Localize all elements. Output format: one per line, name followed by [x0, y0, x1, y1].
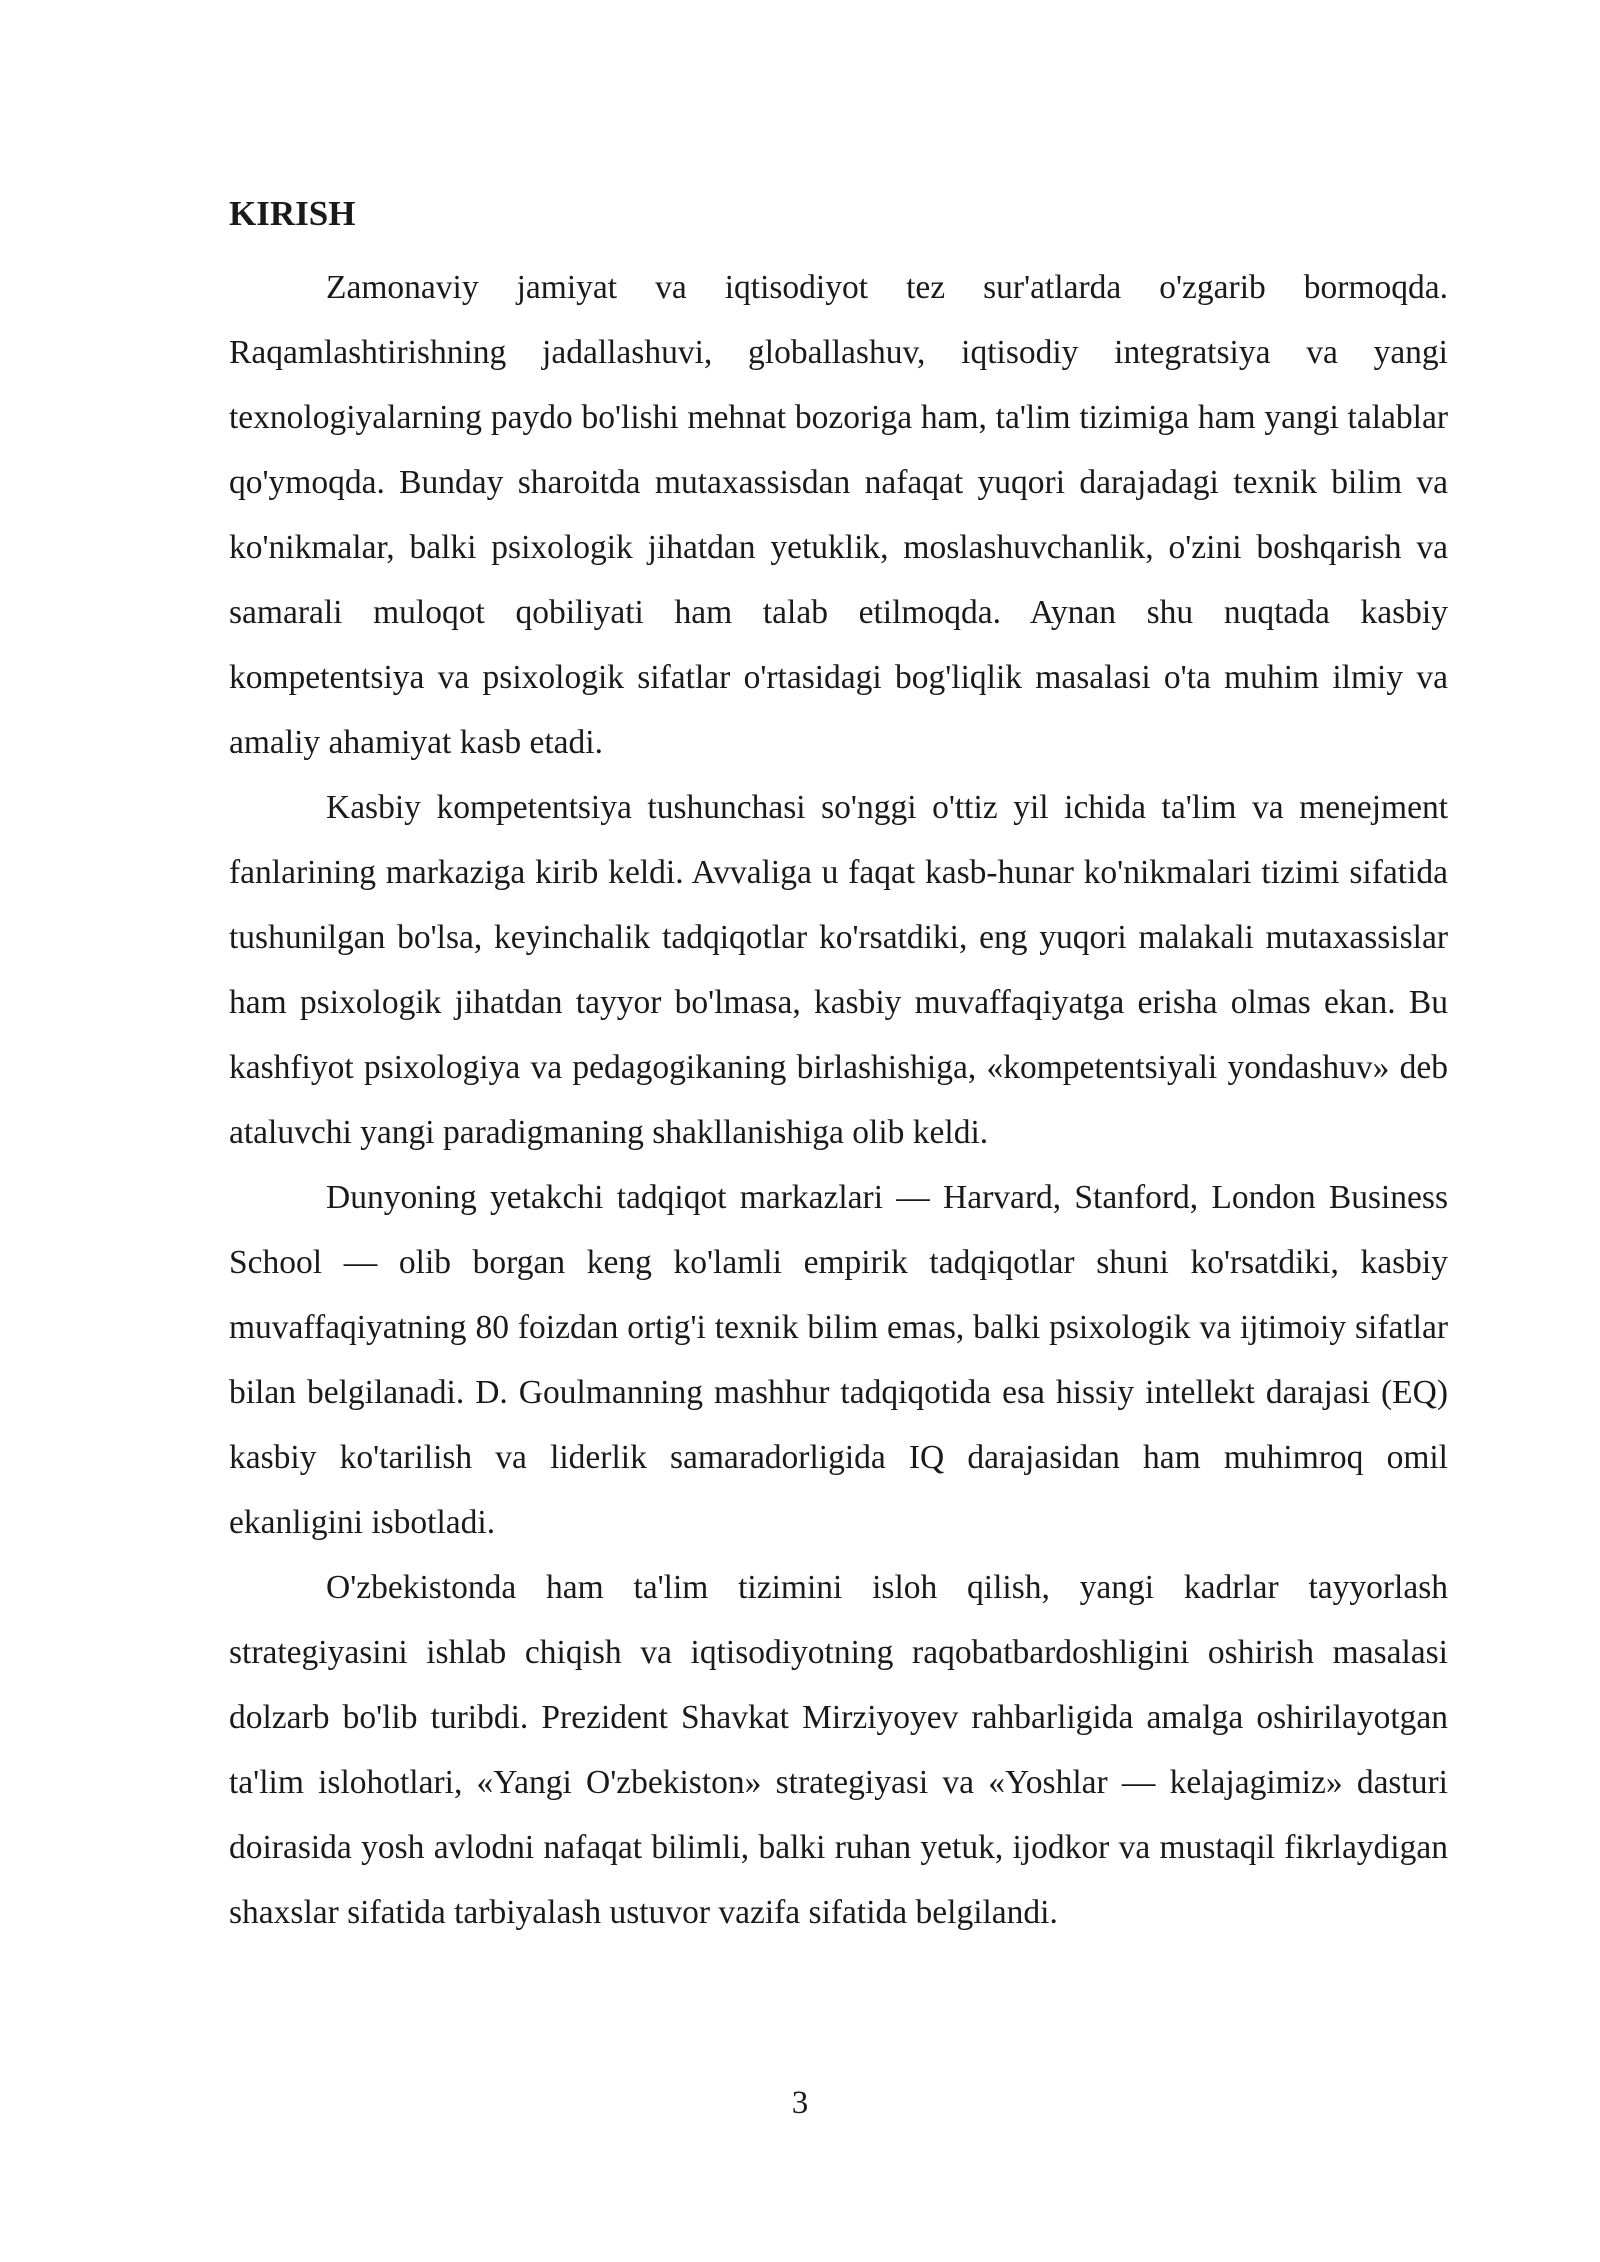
paragraph-3: Dunyoning yetakchi tadqiqot markazlari — Harvard, Stanford, London Business School — olib borgan keng ko'lamli empirik tadqiqotlar shuni ko'rsatdiki, kasbiy muvaffaqiyatning 80 foizdan ortig'i texnik bilim emas, balki psixologik va ijtimoiy sifatlar bilan belgilanadi. D. Goulmanning mashhur tadqiqotida esa hissiy intellekt darajasi (EQ) kasbiy ko'tarilish va liderlik samaradorligida IQ darajasidan ham muhimroq omil ekanligini isbotladi.	[229, 1179, 1448, 1541]
paragraph-2: Kasbiy kompetentsiya tushunchasi so'nggi o'ttiz yil ichida ta'lim va menejment fanlarining markaziga kirib keldi. Avvaliga u faqat kasb-hunar ko'nikmalari tizimi sifatida tushunilgan bo'lsa, keyinchalik tadqiqotlar ko'rsatdiki, eng yuqori malakali mutaxassislar ham psixologik jihatdan tayyor bo'lmasa, kasbiy muvaffaqiyatga erisha olmas ekan. Bu kashfiyot psixologiya va pedagogikaning birlashishiga, «kompetentsiyali yondashuv» deb ataluvchi yangi paradigmaning shakllanishiga olib keldi.	[229, 789, 1448, 1151]
paragraph-4: O'zbekistonda ham ta'lim tizimini isloh qilish, yangi kadrlar tayyorlash strategiyasini ishlab chiqish va iqtisodiyotning raqobatbardoshligini oshirish masalasi dolzarb bo'lib turibdi. Prezident Shavkat Mirziyoyev rahbarligida amalga oshirilayotgan ta'lim islohotlari, «Yangi O'zbekiston» strategiyasi va «Yoshlar — kelajagimiz» dasturi doirasida yosh avlodni nafaqat bilimli, balki ruhan yetuk, ijodkor va mustaqil fikrlaydigan shaxslar sifatida tarbiyalash ustuvor vazifa sifatida belgilandi.	[229, 1569, 1448, 1931]
paragraph-1: Zamonaviy jamiyat va iqtisodiyot tez sur'atlarda o'zgarib bormoqda. Raqamlashtirishning jadallashuvi, globallashuv, iqtisodiy integratsiya va yangi texnologiyalarning paydo bo'lishi mehnat bozoriga ham, ta'lim tizimiga ham yangi talablar qo'ymoqda. Bunday sharoitda mutaxassisdan nafaqat yuqori darajadagi texnik bilim va ko'nikmalar, balki psixologik jihatdan yetuklik, moslashuvchanlik, o'zini boshqarish va samarali muloqot qobiliyati ham talab etilmoqda. Aynan shu nuqtada kasbiy kompetentsiya va psixologik sifatlar o'rtasidagi bog'liqlik masalasi o'ta muhim ilmiy va amaliy ahamiyat kasb etadi.	[229, 269, 1448, 761]
document-body	[229, 190, 1448, 1945]
section-heading: KIRISH	[229, 194, 356, 233]
page-number: 3	[791, 2085, 809, 2121]
